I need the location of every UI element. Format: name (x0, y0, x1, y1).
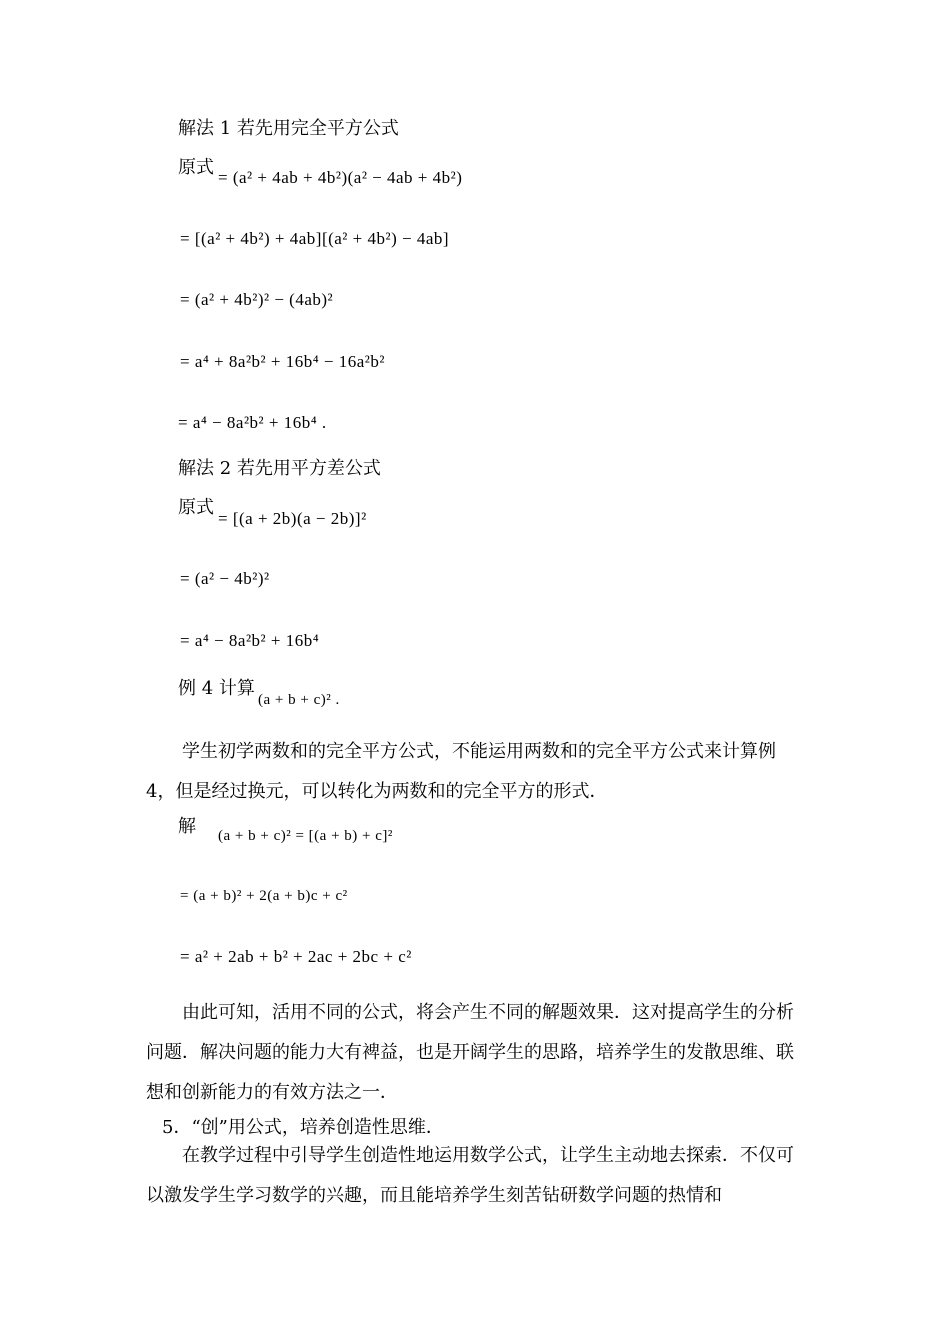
solution2-step-3: = a⁴ − 8a²b² + 16b⁴ (180, 631, 320, 650)
section5-paragraph: 在教学过程中引导学生创造性地运用数学公式，让学生主动地去探索．不仅可以激发学生学习数学的兴趣，而且能培养学生刻苦钻研数学问题的热情和 (146, 1145, 794, 1206)
example4-step-1: (a + b + c)² = [(a + b) + c]² (218, 828, 393, 844)
solution1-step-2: = [(a² + 4b²) + 4ab][(a² + 4b²) − 4ab] (180, 229, 450, 248)
solution1-step-1: = (a² + 4ab + 4b²)(a² − 4ab + 4b²) (218, 168, 463, 187)
solution1-step-4: = a⁴ + 8a²b² + 16b⁴ − 16a²b² (180, 352, 385, 371)
solution1-step-3: = (a² + 4b²)² − (4ab)² (180, 290, 334, 309)
solution2-step-1: = [(a + 2b)(a − 2b)]² (218, 509, 367, 528)
example4-expression: (a + b + c)² . (258, 692, 340, 708)
solution2-heading: 解法 2 若先用平方差公式 (178, 458, 381, 479)
example4-intro-paragraph: 学生初学两数和的完全平方公式，不能运用两数和的完全平方公式来计算例 4，但是经过换元，可以转化为两数和的完全平方的形式． (146, 741, 776, 802)
solution1-step-5: = a⁴ − 8a²b² + 16b⁴ . (178, 413, 327, 432)
solution2-step-2: = (a² − 4b²)² (180, 569, 270, 588)
solution1-label: 原式 (178, 157, 214, 178)
example4-step-2: = (a + b)² + 2(a + b)c + c² (180, 888, 348, 904)
example4-label: 例 4 计算 (178, 678, 255, 699)
section5-heading: 5．“创”用公式，培养创造性思维． (162, 1117, 444, 1138)
example4-solution-label: 解 (178, 816, 196, 837)
solution2-label: 原式 (178, 497, 214, 518)
conclusion-paragraph: 由此可知，活用不同的公式，将会产生不同的解题效果．这对提高学生的分析问题．解决问题的能力大有裨益，也是开阔学生的思路，培养学生的发散思维、联想和创新能力的有效方法之一． (146, 1002, 794, 1103)
solution1-heading: 解法 1 若先用完全平方公式 (178, 118, 399, 139)
example4-step-3: = a² + 2ab + b² + 2ac + 2bc + c² (180, 947, 412, 966)
